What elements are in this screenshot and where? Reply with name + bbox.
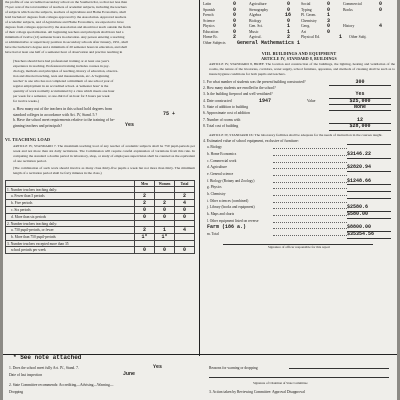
subject-label: French: [203, 13, 214, 17]
subject-count[interactable]: 0: [287, 1, 291, 7]
question-b-line: [13, 121, 195, 130]
subject-count[interactable]: 0: [233, 28, 237, 35]
equipment-value[interactable]: $580.00: [347, 211, 391, 219]
cell-women[interactable]: 1: [155, 227, 175, 234]
building-row-label: 2. How many students are enrolled in the school?: [203, 85, 276, 90]
subject-label: Stenography: [249, 7, 269, 12]
subject-count[interactable]: 0: [327, 6, 331, 13]
subject-count[interactable]: 2: [233, 34, 237, 40]
equipment-row: [203, 198, 395, 205]
equipment-value[interactable]: $8800.00: [347, 224, 391, 232]
building-row-value[interactable]: [329, 85, 391, 86]
table-row: [6, 247, 195, 254]
subject-label: Science: [203, 18, 215, 23]
leader-dots: [273, 168, 347, 169]
equipment-label: Farm (186 a.): [207, 224, 247, 231]
row-label: b. More than 750 pupil-periods: [6, 234, 135, 241]
leader-dots: [273, 222, 347, 223]
equipment-label: l. Other equipment listed on reverse: [207, 218, 259, 223]
building-row-label: 1. For what number of students was the present building constructed?: [203, 79, 306, 84]
buildings-heading: VIII. BUILDINGS AND EQUIPMENT: [261, 50, 337, 56]
equipment-label: h. Chemistry: [207, 191, 226, 196]
teaching-load-note: (The combination of such work should involve as many class thirty-five pupils a week but not more than thirty. The minimum length of a recitation period shall be forty minutes in the class.): [13, 166, 195, 175]
leader-dots: [273, 175, 347, 176]
row-label: d. More than six periods: [6, 214, 135, 221]
cell-women[interactable]: 0: [155, 247, 175, 254]
subject-count[interactable]: 0: [233, 23, 237, 29]
other-subjects-row: [203, 41, 395, 48]
subject-count[interactable]: 0: [379, 6, 383, 13]
subject-count[interactable]: 0: [287, 17, 291, 24]
cell-women[interactable]: [155, 193, 175, 200]
intro-line: hold bachelors' degrees from colleges approved by the Association. Approved teachers: [5, 15, 127, 19]
cell-total[interactable]: 0: [175, 247, 195, 254]
subject-count[interactable]: 2: [287, 34, 291, 40]
equipment-value[interactable]: $1248.66: [347, 178, 391, 186]
bottom-chairman-signature: Signature of Chairman of State Committee: [253, 381, 308, 385]
other-subjects-label: Other Subjects: [203, 40, 226, 45]
building-row-label: 4. Date constructed: [203, 98, 232, 103]
subject-label: Books: [343, 7, 353, 12]
equipment-row: [203, 204, 395, 211]
leader-dots: [273, 202, 347, 203]
subject-count[interactable]: 0: [327, 1, 331, 7]
subject-count[interactable]: 0: [233, 1, 237, 7]
cell-women[interactable]: 0: [155, 214, 175, 221]
see-note-attached: * See note attached: [13, 354, 82, 361]
question-a-text: a. How many out of the teachers in this school hold degrees from: [13, 107, 113, 111]
table-header-men: Men: [135, 181, 155, 187]
equipment-value[interactable]: [347, 184, 391, 185]
leader-dots: [273, 162, 347, 163]
building-row: [203, 123, 395, 129]
row-label: school periods per week: [6, 247, 135, 254]
building-row-value[interactable]: None: [329, 104, 391, 111]
row-label: a. Fewer than 5 periods: [6, 193, 135, 200]
note-line: regular employment in an accredited school. A 'semester hour' is the: [13, 84, 109, 88]
equipment-row: [203, 231, 395, 238]
leader-dots: [273, 228, 347, 229]
cell-men[interactable]: 2: [135, 200, 155, 207]
leader-dots: [273, 195, 347, 196]
building-value-label: Value: [307, 98, 316, 103]
building-row-value[interactable]: Yes: [329, 91, 391, 98]
subject-counts: [203, 2, 395, 48]
intro-line: of academic subjects, and of Agriculture and Home Economics, are expected to have: [5, 20, 124, 24]
equipment-value[interactable]: $2580.6: [347, 204, 391, 212]
equipment-label: c. Commercial work: [207, 158, 237, 163]
leader-dots: [273, 235, 347, 236]
reasons-line[interactable]: [289, 365, 389, 369]
cell-men[interactable]: 2: [135, 193, 155, 200]
equipment-value[interactable]: [347, 144, 391, 145]
subject-count[interactable]: 3: [327, 17, 331, 24]
table-row: [6, 214, 195, 221]
building-row-label: 7. Number of rooms with: [203, 117, 241, 122]
subject-count[interactable]: 0: [233, 6, 237, 13]
intro-line: degrees from colleges approved by the Association and should not teach outside the fields: [5, 25, 131, 29]
cell-men[interactable]: 1*: [135, 234, 155, 241]
question-b-answer[interactable]: Yes: [125, 121, 135, 128]
question-a-text2: standard colleges in accordance with Art. IV, Stand. 5.?: [13, 112, 98, 117]
bottom-q2: 2. State Committee recommends: Accrediting—Advising—Warning—: [9, 383, 114, 387]
subject-label: Latin: [203, 2, 212, 6]
cell-women[interactable]: 1*: [155, 234, 175, 241]
note-line: experience in teaching. Professional training includes courses in psy-: [13, 64, 110, 68]
equipment-intro: 4. Estimated value of school equipment, exclusive of furniture:: [203, 138, 299, 143]
table-row: [6, 200, 195, 207]
report-page: [3, 0, 397, 400]
intro-line: have had at least one half of a semester hour of observation and practice teaching in: [5, 50, 123, 54]
note-line: tion and directed teaching, tests and measurements, etc. A 'beginning: [13, 74, 110, 78]
cell-men[interactable]: 0: [135, 247, 155, 254]
table-row: [6, 207, 195, 214]
subject-label: Agricul.: [249, 35, 262, 39]
leader-dots: [273, 155, 347, 156]
equipment-value[interactable]: $3146.22: [347, 151, 391, 159]
bottom-q2-cont: Dropping: [9, 390, 24, 394]
bottom-inspection-date-value[interactable]: June: [123, 371, 136, 377]
row-label: a. 750 pupil-periods, or fewer: [6, 227, 135, 234]
subject-count[interactable]: 4: [379, 23, 383, 29]
leader-dots: [273, 148, 347, 149]
cell-men[interactable]: 0: [135, 207, 155, 214]
subject-label: Geog.: [301, 24, 311, 28]
table-row: [6, 234, 195, 241]
subject-label: Spanish: [203, 7, 216, 12]
building-rows: [203, 79, 395, 130]
equipment-label: j. Library (books and equipment): [207, 205, 255, 210]
intro-line: of subjects which are the subjects, teachers of Agriculture and Home Economics, shall: [5, 10, 126, 14]
note-line: quantity of work normally accumulated by a class which meets one hour: [13, 89, 115, 93]
intro-line: of their college specialization. All beginning teachers and principals shall have had a: [5, 30, 124, 34]
intro-line: have the bachelor's degree and a minimum of 20 semester hours in education, and shall: [5, 45, 128, 49]
cell-total[interactable]: 0: [175, 207, 195, 214]
equipment-row: [203, 211, 395, 218]
teaching-load-heading: VI. TEACHING LOAD: [5, 137, 51, 142]
equipment-label: g. Physics: [207, 185, 222, 190]
subject-label: Art: [301, 29, 307, 34]
subject-count[interactable]: 1: [339, 34, 343, 40]
row-label: c. Six periods: [6, 207, 135, 214]
subject-label: Biology: [249, 18, 262, 23]
row-label: 1. Number teachers teaching daily:: [6, 187, 135, 193]
laboratory-paragraph: ARTICLE IV, STANDARD IX: The laboratory facilities shall be adequate for the needs of instruction in the courses taught.: [209, 132, 383, 137]
subject-count[interactable]: 1: [287, 23, 291, 29]
equipment-total[interactable]: $35354.56: [347, 231, 391, 239]
question-b-text: b. Have the school meet requirements relative to the training of be-: [13, 118, 115, 122]
teaching-load-table: [5, 180, 195, 254]
building-row-value[interactable]: $28,000: [329, 123, 391, 130]
building-row-label: 3. Is the building fireproof and well ventilated?: [203, 92, 273, 97]
intro-line: minimum of twelve (12) semester hours in education. Any person entering a teaching: [5, 35, 125, 39]
equipment-value[interactable]: [347, 198, 391, 199]
note-line: chology, methods and principles of teaching, history of education, observa-: [13, 69, 119, 73]
subject-count[interactable]: 0: [379, 1, 383, 7]
buildings-subheading: ARTICLE IV, STANDARD 8, BUILDINGS: [261, 56, 337, 61]
cell-total[interactable]: [175, 234, 195, 241]
intro-line: or administrative or supervisory position in secondary schools after January, 1951, shall: [5, 40, 128, 44]
right-column: [203, 0, 395, 400]
cell-total[interactable]: 4: [175, 200, 195, 207]
equipment-list: [203, 144, 395, 238]
equipment-label: k. Maps and charts: [207, 212, 235, 216]
subject-label: Agriculture: [249, 2, 267, 6]
subject-label: Gen. Sci.: [249, 24, 264, 28]
cell-total[interactable]: 2: [175, 193, 195, 200]
equipment-row: [203, 178, 395, 185]
reasons-line-2[interactable]: [209, 374, 389, 378]
subject-count[interactable]: 0: [327, 28, 331, 35]
note-line: for twelve weeks.): [13, 99, 39, 103]
cell-total[interactable]: 4: [175, 227, 195, 234]
left-column: [5, 0, 195, 400]
leader-dots: [273, 215, 347, 216]
subject-label: Chemistry: [301, 18, 317, 23]
equipment-label: a. Biology: [207, 145, 222, 150]
subject-count[interactable]: 0: [233, 12, 237, 18]
building-value[interactable]: $25,000: [329, 98, 391, 105]
equipment-row: [203, 151, 395, 158]
bottom-q1-answer[interactable]: Yes: [153, 364, 163, 370]
equipment-row: [203, 224, 395, 231]
note-line: teacher' is one who has not completed a minimum of one school year of: [13, 79, 114, 83]
table-row: [6, 193, 195, 200]
bottom-inspection-date: Date of last inspection: [9, 373, 43, 377]
equipment-value[interactable]: [347, 171, 391, 172]
teaching-load-paragraph: ARTICLE IV, STANDARD 7. The maximum teaching load of any teacher of academic subjects shall be 750 pupil-periods per week and not more than six daily recitations. The Commission will require careful explanation of variations from this rule. In computing the standard a double period in laboratory, shop, or study of employees supervision shall be counted as the equivalent of one recitation period.: [13, 144, 195, 163]
cell-men[interactable]: 0: [135, 214, 155, 221]
equipment-value[interactable]: [347, 218, 391, 219]
subject-label: Commercial: [343, 2, 362, 6]
subject-label: Algebra: [249, 13, 262, 17]
subject-label: Social: [301, 2, 311, 6]
cell-total[interactable]: 0: [175, 214, 195, 221]
building-row-value[interactable]: 300: [329, 79, 391, 86]
row-label: 2. Number teachers teaching daily:: [6, 221, 135, 227]
note-line: (Teachers should have had professional training or at least one year's: [13, 59, 110, 63]
training-note: [5, 59, 195, 104]
equipment-row: [203, 184, 395, 191]
equipment-label: m. Total: [207, 232, 219, 237]
signature-label: Signature of officer responsible for this report: [267, 244, 331, 249]
subject-count[interactable]: 0: [287, 6, 291, 13]
date-constructed-value[interactable]: 1947: [259, 97, 272, 104]
leader-dots: [273, 208, 347, 209]
equipment-value[interactable]: [347, 191, 391, 192]
subject-count[interactable]: 0: [233, 17, 237, 24]
other-subjects-value[interactable]: General Mathematics 1: [237, 39, 301, 46]
cell-men[interactable]: 2: [135, 227, 155, 234]
intro-line: the profile of one accredited secondary school on the Southern list, so that not less than: [5, 0, 128, 4]
question-b-text2: ginning teachers and principals?: [13, 123, 63, 128]
table-header-total: Total: [175, 181, 195, 187]
leader-dots: [273, 182, 347, 183]
building-row-label: 5. State of addition to building: [203, 105, 249, 110]
equipment-value[interactable]: [347, 158, 391, 159]
equipment-row: [203, 218, 395, 225]
cell-women[interactable]: 2: [155, 200, 175, 207]
leader-dots: [273, 188, 347, 189]
building-row-label: 6. Approximate cost of addition: [203, 111, 250, 116]
equipment-row: [203, 191, 395, 198]
question-a-answer[interactable]: 75 +: [163, 110, 176, 117]
question-a: [5, 107, 195, 129]
intro-line: 75 per cent of the total number of teachers of academic subjects, including the teachers: [5, 5, 127, 9]
intro-paragraph: [5, 0, 195, 55]
building-row-value[interactable]: 12: [329, 117, 391, 124]
subject-label: Education: [203, 29, 219, 34]
bottom-q1: 1. Does the school meet fully Art. IV., Stand. 7.: [9, 366, 79, 370]
subject-count[interactable]: 1: [287, 28, 291, 35]
subject-label: Physical Ed.: [301, 35, 320, 39]
equipment-label: i. Other sciences (combined): [207, 198, 249, 203]
row-label: 3. Number teachers excepted more than 35: [6, 241, 135, 247]
equipment-label: d. Agriculture: [207, 165, 227, 170]
equipment-row: [203, 158, 395, 165]
subject-label: Typing: [301, 7, 312, 12]
building-row-value[interactable]: [329, 110, 391, 111]
equipment-row: [203, 144, 395, 151]
subject-label: History: [343, 24, 355, 28]
subject-label: Pl. Geom.: [301, 13, 317, 17]
equipment-label: f. Biology (Botany and Zoology): [207, 178, 255, 183]
table-row: [6, 227, 195, 234]
bottom-reasons: Reasons for warning or dropping: [209, 366, 258, 370]
equipment-value[interactable]: $2820.94: [347, 164, 391, 172]
subject-label: Physics: [203, 24, 215, 28]
subject-count[interactable]: 16: [285, 12, 292, 18]
note-line: per week for a semester, or one-third of an hour for 3 hours per week: [13, 94, 110, 98]
bottom-q3: 3. Action taken by Reviewing Committee: Approval Disapproval: [209, 390, 305, 394]
subject-label: Other Subj.: [349, 35, 367, 39]
subject-label: Music: [249, 29, 259, 34]
cell-women[interactable]: 0: [155, 207, 175, 214]
table-header-women: Women: [155, 181, 175, 187]
buildings-paragraph: ARTICLE IV, STANDARD 8, BRIEF. The location and construction of the buildings, the lighting, heating and ventilation of the rooms, the nature of the lavatories, corridors, water supply, school furniture, apparatus, and methods of cleaning shall be such as to insure hygiene conditions for both pupils and teachers.: [209, 61, 395, 76]
building-row-label: 8. Total cost of building: [203, 124, 239, 129]
equipment-row: [203, 164, 395, 171]
subject-count[interactable]: 0: [327, 23, 331, 29]
column-divider: [199, 0, 200, 356]
equipment-row: [203, 171, 395, 178]
subject-count[interactable]: 1: [327, 12, 331, 18]
equipment-label: e. General science: [207, 171, 234, 176]
equipment-label: b. Home Economics: [207, 151, 237, 156]
subject-label: Home Ec.: [203, 35, 219, 39]
row-label: b. Five periods: [6, 200, 135, 207]
